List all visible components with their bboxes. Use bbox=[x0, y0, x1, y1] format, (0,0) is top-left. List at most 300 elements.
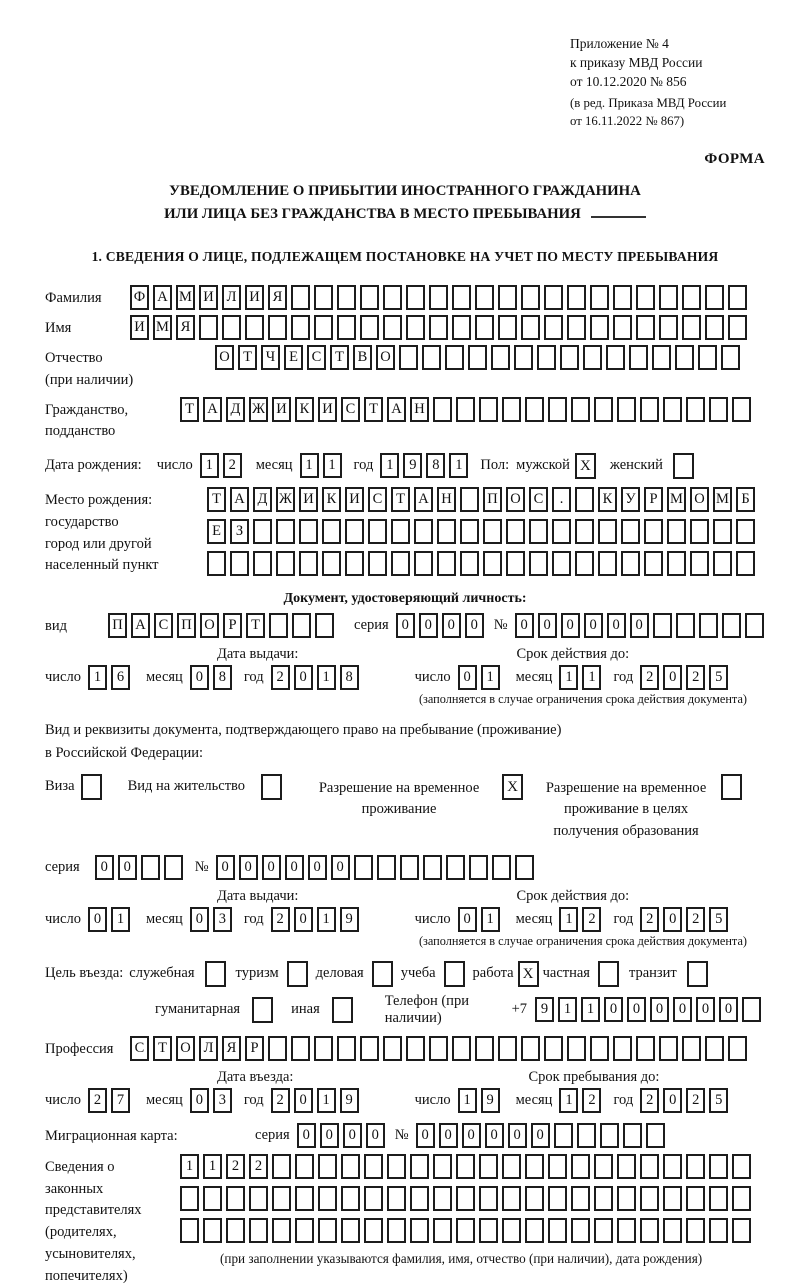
char-cell[interactable] bbox=[456, 1218, 475, 1243]
char-cell[interactable]: 0 bbox=[630, 613, 649, 638]
char-cell[interactable] bbox=[368, 551, 387, 576]
char-cell[interactable] bbox=[406, 285, 425, 310]
char-cell[interactable]: 0 bbox=[673, 997, 692, 1022]
char-cell[interactable]: 0 bbox=[462, 1123, 481, 1148]
char-cell[interactable] bbox=[742, 997, 761, 1022]
char-cell[interactable] bbox=[686, 1186, 705, 1211]
char-cell[interactable] bbox=[521, 1036, 540, 1061]
char-cell[interactable] bbox=[479, 1186, 498, 1211]
char-cell[interactable]: 9 bbox=[481, 1088, 500, 1113]
char-cell[interactable] bbox=[617, 1218, 636, 1243]
char-cell[interactable] bbox=[728, 1036, 747, 1061]
char-cell[interactable]: 0 bbox=[88, 907, 107, 932]
char-cell[interactable] bbox=[709, 397, 728, 422]
char-cell[interactable] bbox=[544, 1036, 563, 1061]
char-cell[interactable] bbox=[502, 1154, 521, 1179]
char-cell[interactable] bbox=[502, 1186, 521, 1211]
char-cell[interactable] bbox=[318, 1154, 337, 1179]
char-cell[interactable] bbox=[728, 285, 747, 310]
char-cell[interactable] bbox=[272, 1186, 291, 1211]
char-cell[interactable] bbox=[341, 1154, 360, 1179]
char-cell[interactable]: 1 bbox=[458, 1088, 477, 1113]
char-cell[interactable] bbox=[613, 285, 632, 310]
char-cell[interactable] bbox=[446, 855, 465, 880]
char-cell[interactable]: 0 bbox=[294, 907, 313, 932]
char-cell[interactable]: И bbox=[245, 285, 264, 310]
char-cell[interactable] bbox=[571, 1218, 590, 1243]
char-cell[interactable] bbox=[575, 487, 594, 512]
char-cell[interactable] bbox=[629, 345, 648, 370]
char-cell[interactable]: 0 bbox=[465, 613, 484, 638]
char-cell[interactable] bbox=[506, 519, 525, 544]
char-cell[interactable] bbox=[180, 1218, 199, 1243]
char-cell[interactable]: С bbox=[154, 613, 173, 638]
char-cell[interactable] bbox=[468, 345, 487, 370]
char-cell[interactable] bbox=[644, 519, 663, 544]
char-cell[interactable]: Л bbox=[199, 1036, 218, 1061]
char-cell[interactable] bbox=[525, 397, 544, 422]
char-cell[interactable] bbox=[295, 1186, 314, 1211]
char-cell[interactable]: 5 bbox=[709, 665, 728, 690]
char-cell[interactable] bbox=[364, 1186, 383, 1211]
char-cell[interactable] bbox=[667, 551, 686, 576]
char-cell[interactable] bbox=[410, 1186, 429, 1211]
char-cell[interactable] bbox=[663, 1218, 682, 1243]
char-cell[interactable]: И bbox=[272, 397, 291, 422]
char-cell[interactable] bbox=[406, 315, 425, 340]
char-cell[interactable] bbox=[315, 613, 334, 638]
purpose-transit-checkbox[interactable] bbox=[687, 961, 708, 987]
char-cell[interactable] bbox=[675, 345, 694, 370]
char-cell[interactable] bbox=[341, 1186, 360, 1211]
char-cell[interactable] bbox=[525, 1154, 544, 1179]
char-cell[interactable] bbox=[644, 551, 663, 576]
char-cell[interactable] bbox=[410, 1218, 429, 1243]
char-cell[interactable] bbox=[640, 1154, 659, 1179]
char-cell[interactable]: 0 bbox=[696, 997, 715, 1022]
char-cell[interactable]: 1 bbox=[317, 665, 336, 690]
char-cell[interactable] bbox=[682, 315, 701, 340]
char-cell[interactable] bbox=[590, 315, 609, 340]
char-cell[interactable] bbox=[406, 1036, 425, 1061]
char-cell[interactable]: 0 bbox=[297, 1123, 316, 1148]
char-cell[interactable] bbox=[360, 315, 379, 340]
char-cell[interactable]: А bbox=[230, 487, 249, 512]
char-cell[interactable]: 0 bbox=[650, 997, 669, 1022]
char-cell[interactable] bbox=[663, 397, 682, 422]
char-cell[interactable]: Н bbox=[437, 487, 456, 512]
char-cell[interactable] bbox=[640, 397, 659, 422]
char-cell[interactable] bbox=[207, 551, 226, 576]
char-cell[interactable] bbox=[492, 855, 511, 880]
char-cell[interactable]: 0 bbox=[419, 613, 438, 638]
char-cell[interactable]: 8 bbox=[426, 453, 445, 478]
char-cell[interactable]: П bbox=[483, 487, 502, 512]
char-cell[interactable]: 2 bbox=[686, 665, 705, 690]
char-cell[interactable]: 1 bbox=[88, 665, 107, 690]
char-cell[interactable]: А bbox=[203, 397, 222, 422]
char-cell[interactable] bbox=[199, 315, 218, 340]
char-cell[interactable] bbox=[318, 1186, 337, 1211]
char-cell[interactable]: И bbox=[130, 315, 149, 340]
char-cell[interactable] bbox=[337, 285, 356, 310]
char-cell[interactable] bbox=[387, 1218, 406, 1243]
char-cell[interactable] bbox=[479, 1154, 498, 1179]
char-cell[interactable] bbox=[636, 315, 655, 340]
char-cell[interactable] bbox=[709, 1218, 728, 1243]
char-cell[interactable] bbox=[337, 1036, 356, 1061]
char-cell[interactable] bbox=[544, 315, 563, 340]
char-cell[interactable] bbox=[636, 285, 655, 310]
char-cell[interactable] bbox=[222, 315, 241, 340]
char-cell[interactable] bbox=[567, 285, 586, 310]
char-cell[interactable] bbox=[226, 1218, 245, 1243]
char-cell[interactable] bbox=[460, 551, 479, 576]
female-checkbox[interactable] bbox=[673, 453, 694, 479]
char-cell[interactable]: О bbox=[376, 345, 395, 370]
purpose-other-checkbox[interactable] bbox=[332, 997, 353, 1023]
char-cell[interactable]: О bbox=[215, 345, 234, 370]
char-cell[interactable] bbox=[705, 315, 724, 340]
char-cell[interactable]: М bbox=[153, 315, 172, 340]
char-cell[interactable] bbox=[598, 519, 617, 544]
char-cell[interactable] bbox=[623, 1123, 642, 1148]
char-cell[interactable]: А bbox=[387, 397, 406, 422]
char-cell[interactable] bbox=[314, 315, 333, 340]
char-cell[interactable] bbox=[640, 1218, 659, 1243]
char-cell[interactable] bbox=[475, 285, 494, 310]
char-cell[interactable] bbox=[322, 551, 341, 576]
char-cell[interactable] bbox=[429, 1036, 448, 1061]
char-cell[interactable] bbox=[613, 315, 632, 340]
char-cell[interactable]: Р bbox=[245, 1036, 264, 1061]
char-cell[interactable]: Т bbox=[153, 1036, 172, 1061]
char-cell[interactable] bbox=[575, 551, 594, 576]
char-cell[interactable] bbox=[552, 519, 571, 544]
char-cell[interactable] bbox=[732, 1186, 751, 1211]
char-cell[interactable] bbox=[709, 1154, 728, 1179]
char-cell[interactable]: 2 bbox=[223, 453, 242, 478]
char-cell[interactable]: 0 bbox=[584, 613, 603, 638]
char-cell[interactable]: В bbox=[353, 345, 372, 370]
char-cell[interactable]: 0 bbox=[118, 855, 137, 880]
char-cell[interactable]: 0 bbox=[190, 907, 209, 932]
char-cell[interactable] bbox=[745, 613, 764, 638]
char-cell[interactable] bbox=[732, 397, 751, 422]
char-cell[interactable] bbox=[652, 345, 671, 370]
char-cell[interactable] bbox=[659, 1036, 678, 1061]
char-cell[interactable] bbox=[291, 1036, 310, 1061]
char-cell[interactable] bbox=[571, 1186, 590, 1211]
char-cell[interactable] bbox=[399, 345, 418, 370]
char-cell[interactable] bbox=[621, 551, 640, 576]
char-cell[interactable]: С bbox=[307, 345, 326, 370]
char-cell[interactable] bbox=[452, 1036, 471, 1061]
char-cell[interactable]: 0 bbox=[396, 613, 415, 638]
char-cell[interactable] bbox=[299, 519, 318, 544]
char-cell[interactable]: К bbox=[295, 397, 314, 422]
char-cell[interactable]: Д bbox=[226, 397, 245, 422]
char-cell[interactable] bbox=[479, 397, 498, 422]
char-cell[interactable] bbox=[594, 1154, 613, 1179]
char-cell[interactable]: Б bbox=[736, 487, 755, 512]
char-cell[interactable] bbox=[364, 1218, 383, 1243]
char-cell[interactable] bbox=[698, 345, 717, 370]
char-cell[interactable]: 0 bbox=[663, 665, 682, 690]
char-cell[interactable] bbox=[383, 315, 402, 340]
char-cell[interactable] bbox=[483, 551, 502, 576]
char-cell[interactable] bbox=[410, 1154, 429, 1179]
char-cell[interactable] bbox=[268, 315, 287, 340]
char-cell[interactable]: 0 bbox=[320, 1123, 339, 1148]
char-cell[interactable] bbox=[291, 315, 310, 340]
char-cell[interactable]: 0 bbox=[627, 997, 646, 1022]
char-cell[interactable]: 1 bbox=[481, 665, 500, 690]
char-cell[interactable]: Ж bbox=[276, 487, 295, 512]
char-cell[interactable] bbox=[667, 519, 686, 544]
char-cell[interactable] bbox=[475, 315, 494, 340]
char-cell[interactable] bbox=[506, 551, 525, 576]
char-cell[interactable] bbox=[276, 551, 295, 576]
char-cell[interactable] bbox=[318, 1218, 337, 1243]
char-cell[interactable]: 5 bbox=[709, 907, 728, 932]
char-cell[interactable] bbox=[498, 285, 517, 310]
char-cell[interactable]: Н bbox=[410, 397, 429, 422]
char-cell[interactable] bbox=[299, 551, 318, 576]
char-cell[interactable] bbox=[709, 1186, 728, 1211]
char-cell[interactable] bbox=[699, 613, 718, 638]
char-cell[interactable]: Я bbox=[268, 285, 287, 310]
char-cell[interactable] bbox=[686, 397, 705, 422]
char-cell[interactable]: И bbox=[299, 487, 318, 512]
char-cell[interactable] bbox=[736, 519, 755, 544]
char-cell[interactable]: А bbox=[131, 613, 150, 638]
char-cell[interactable]: 1 bbox=[582, 665, 601, 690]
char-cell[interactable] bbox=[164, 855, 183, 880]
char-cell[interactable]: Ж bbox=[249, 397, 268, 422]
char-cell[interactable]: 1 bbox=[380, 453, 399, 478]
char-cell[interactable] bbox=[253, 519, 272, 544]
char-cell[interactable] bbox=[736, 551, 755, 576]
char-cell[interactable]: 2 bbox=[249, 1154, 268, 1179]
char-cell[interactable]: С bbox=[341, 397, 360, 422]
char-cell[interactable]: П bbox=[108, 613, 127, 638]
visa-checkbox[interactable] bbox=[81, 774, 102, 800]
char-cell[interactable] bbox=[249, 1186, 268, 1211]
char-cell[interactable] bbox=[345, 551, 364, 576]
char-cell[interactable]: 8 bbox=[340, 665, 359, 690]
purpose-official-checkbox[interactable] bbox=[205, 961, 226, 987]
char-cell[interactable]: С bbox=[529, 487, 548, 512]
char-cell[interactable] bbox=[646, 1123, 665, 1148]
char-cell[interactable] bbox=[590, 1036, 609, 1061]
char-cell[interactable] bbox=[245, 315, 264, 340]
char-cell[interactable] bbox=[686, 1218, 705, 1243]
char-cell[interactable] bbox=[295, 1218, 314, 1243]
char-cell[interactable] bbox=[272, 1154, 291, 1179]
char-cell[interactable]: 0 bbox=[604, 997, 623, 1022]
char-cell[interactable]: У bbox=[621, 487, 640, 512]
char-cell[interactable] bbox=[498, 1036, 517, 1061]
char-cell[interactable] bbox=[575, 519, 594, 544]
char-cell[interactable] bbox=[253, 551, 272, 576]
char-cell[interactable] bbox=[414, 519, 433, 544]
char-cell[interactable] bbox=[345, 519, 364, 544]
char-cell[interactable] bbox=[606, 345, 625, 370]
char-cell[interactable] bbox=[295, 1154, 314, 1179]
char-cell[interactable] bbox=[537, 345, 556, 370]
char-cell[interactable] bbox=[276, 519, 295, 544]
char-cell[interactable] bbox=[452, 315, 471, 340]
char-cell[interactable]: 1 bbox=[323, 453, 342, 478]
char-cell[interactable]: 0 bbox=[294, 665, 313, 690]
char-cell[interactable]: 2 bbox=[271, 665, 290, 690]
char-cell[interactable] bbox=[452, 285, 471, 310]
char-cell[interactable] bbox=[269, 613, 288, 638]
char-cell[interactable] bbox=[460, 487, 479, 512]
residence-permit-perm-checkbox[interactable] bbox=[261, 774, 282, 800]
char-cell[interactable]: . bbox=[552, 487, 571, 512]
char-cell[interactable] bbox=[732, 1154, 751, 1179]
char-cell[interactable]: 9 bbox=[340, 907, 359, 932]
char-cell[interactable] bbox=[617, 1186, 636, 1211]
char-cell[interactable] bbox=[383, 285, 402, 310]
char-cell[interactable] bbox=[515, 855, 534, 880]
char-cell[interactable] bbox=[456, 1154, 475, 1179]
char-cell[interactable] bbox=[429, 315, 448, 340]
char-cell[interactable]: 5 bbox=[709, 1088, 728, 1113]
char-cell[interactable]: 3 bbox=[213, 1088, 232, 1113]
char-cell[interactable] bbox=[479, 1218, 498, 1243]
char-cell[interactable] bbox=[180, 1186, 199, 1211]
char-cell[interactable] bbox=[377, 855, 396, 880]
char-cell[interactable] bbox=[268, 1036, 287, 1061]
char-cell[interactable] bbox=[525, 1218, 544, 1243]
char-cell[interactable] bbox=[341, 1218, 360, 1243]
char-cell[interactable]: 0 bbox=[285, 855, 304, 880]
char-cell[interactable] bbox=[437, 519, 456, 544]
char-cell[interactable]: 1 bbox=[111, 907, 130, 932]
char-cell[interactable] bbox=[475, 1036, 494, 1061]
char-cell[interactable]: 2 bbox=[640, 1088, 659, 1113]
char-cell[interactable] bbox=[391, 551, 410, 576]
char-cell[interactable]: К bbox=[322, 487, 341, 512]
char-cell[interactable] bbox=[713, 551, 732, 576]
char-cell[interactable] bbox=[502, 397, 521, 422]
char-cell[interactable] bbox=[598, 551, 617, 576]
char-cell[interactable] bbox=[433, 397, 452, 422]
char-cell[interactable] bbox=[590, 285, 609, 310]
char-cell[interactable] bbox=[552, 551, 571, 576]
char-cell[interactable]: Л bbox=[222, 285, 241, 310]
char-cell[interactable] bbox=[226, 1186, 245, 1211]
char-cell[interactable]: 1 bbox=[449, 453, 468, 478]
char-cell[interactable] bbox=[445, 345, 464, 370]
char-cell[interactable]: 0 bbox=[508, 1123, 527, 1148]
char-cell[interactable]: 2 bbox=[582, 907, 601, 932]
char-cell[interactable]: 2 bbox=[88, 1088, 107, 1113]
char-cell[interactable] bbox=[437, 551, 456, 576]
char-cell[interactable] bbox=[705, 285, 724, 310]
char-cell[interactable] bbox=[567, 1036, 586, 1061]
char-cell[interactable] bbox=[387, 1154, 406, 1179]
char-cell[interactable] bbox=[728, 315, 747, 340]
char-cell[interactable]: 0 bbox=[216, 855, 235, 880]
char-cell[interactable]: 2 bbox=[226, 1154, 245, 1179]
char-cell[interactable] bbox=[613, 1036, 632, 1061]
char-cell[interactable]: 1 bbox=[559, 907, 578, 932]
char-cell[interactable]: Я bbox=[222, 1036, 241, 1061]
char-cell[interactable] bbox=[337, 315, 356, 340]
char-cell[interactable] bbox=[414, 551, 433, 576]
char-cell[interactable]: 2 bbox=[640, 907, 659, 932]
char-cell[interactable]: 0 bbox=[607, 613, 626, 638]
char-cell[interactable]: 0 bbox=[190, 1088, 209, 1113]
char-cell[interactable]: 0 bbox=[458, 907, 477, 932]
char-cell[interactable] bbox=[663, 1154, 682, 1179]
char-cell[interactable] bbox=[360, 1036, 379, 1061]
char-cell[interactable]: 1 bbox=[317, 1088, 336, 1113]
char-cell[interactable] bbox=[659, 315, 678, 340]
char-cell[interactable] bbox=[292, 613, 311, 638]
purpose-study-checkbox[interactable] bbox=[444, 961, 465, 987]
char-cell[interactable]: 0 bbox=[531, 1123, 550, 1148]
char-cell[interactable]: 2 bbox=[686, 907, 705, 932]
char-cell[interactable]: О bbox=[200, 613, 219, 638]
char-cell[interactable]: 1 bbox=[581, 997, 600, 1022]
char-cell[interactable] bbox=[583, 345, 602, 370]
char-cell[interactable]: 1 bbox=[180, 1154, 199, 1179]
char-cell[interactable]: С bbox=[368, 487, 387, 512]
char-cell[interactable] bbox=[141, 855, 160, 880]
char-cell[interactable] bbox=[429, 285, 448, 310]
char-cell[interactable] bbox=[469, 855, 488, 880]
char-cell[interactable]: 1 bbox=[558, 997, 577, 1022]
char-cell[interactable] bbox=[636, 1036, 655, 1061]
char-cell[interactable]: 1 bbox=[200, 453, 219, 478]
char-cell[interactable]: 0 bbox=[439, 1123, 458, 1148]
char-cell[interactable]: 0 bbox=[663, 907, 682, 932]
char-cell[interactable]: Т bbox=[391, 487, 410, 512]
char-cell[interactable] bbox=[314, 1036, 333, 1061]
char-cell[interactable]: 0 bbox=[366, 1123, 385, 1148]
char-cell[interactable] bbox=[423, 855, 442, 880]
char-cell[interactable]: 2 bbox=[686, 1088, 705, 1113]
char-cell[interactable] bbox=[322, 519, 341, 544]
char-cell[interactable]: М bbox=[667, 487, 686, 512]
char-cell[interactable]: 0 bbox=[294, 1088, 313, 1113]
char-cell[interactable] bbox=[387, 1186, 406, 1211]
char-cell[interactable]: А bbox=[414, 487, 433, 512]
char-cell[interactable]: Т bbox=[180, 397, 199, 422]
char-cell[interactable]: З bbox=[230, 519, 249, 544]
char-cell[interactable] bbox=[548, 397, 567, 422]
char-cell[interactable] bbox=[705, 1036, 724, 1061]
char-cell[interactable] bbox=[659, 285, 678, 310]
char-cell[interactable]: Т bbox=[246, 613, 265, 638]
char-cell[interactable] bbox=[203, 1186, 222, 1211]
char-cell[interactable] bbox=[354, 855, 373, 880]
char-cell[interactable]: 0 bbox=[190, 665, 209, 690]
char-cell[interactable] bbox=[368, 519, 387, 544]
char-cell[interactable] bbox=[548, 1154, 567, 1179]
char-cell[interactable] bbox=[594, 1186, 613, 1211]
char-cell[interactable] bbox=[686, 1154, 705, 1179]
char-cell[interactable]: И bbox=[199, 285, 218, 310]
char-cell[interactable]: 9 bbox=[535, 997, 554, 1022]
char-cell[interactable]: А bbox=[153, 285, 172, 310]
char-cell[interactable]: 0 bbox=[663, 1088, 682, 1113]
